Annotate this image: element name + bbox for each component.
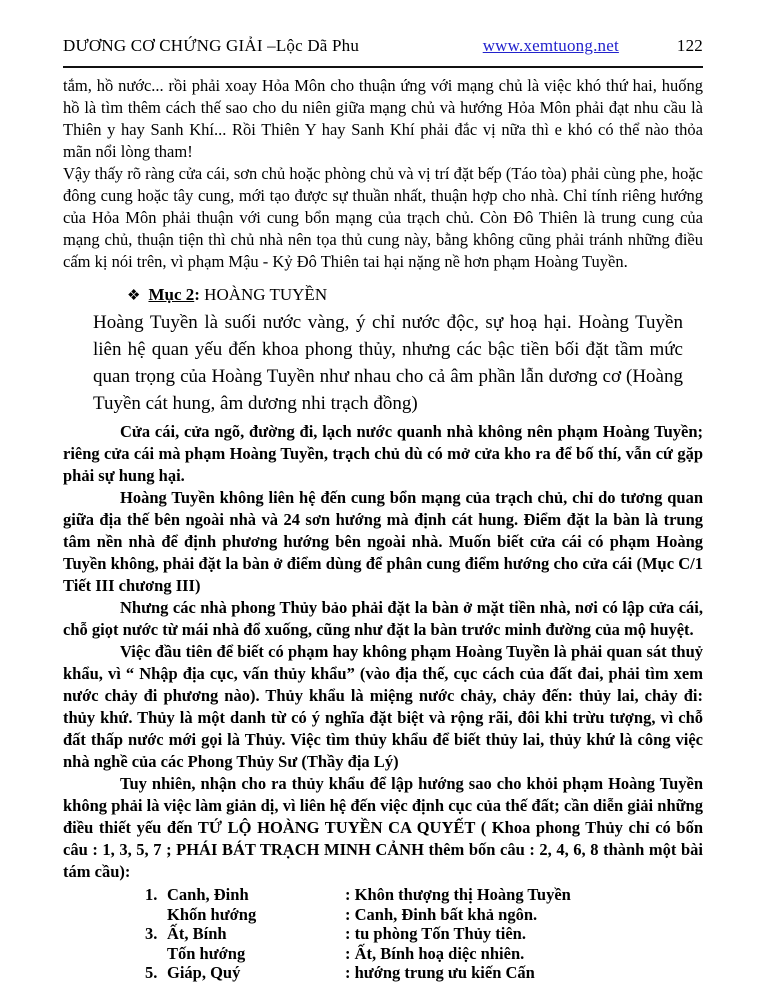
section-heading [127,285,703,305]
bold-paragraph-1: Cửa cái, cửa ngõ, đường đi, lạch nước quanh nhà không nên phạm Hoàng Tuyền; riêng cửa cái mà phạm Hoàng Tuyền, trạch chủ dù có mở cửa kho ra để bố thí, vẫn cứ gặp phải sự hung hại. [63,422,703,485]
bold-paragraph-5: Tuy nhiên, nhận cho ra thủy khẩu để lập hướng sao cho khỏi phạm Hoàng Tuyền không phải là việc làm giản dị, vì liên hệ đến việc định cục của thế đất; cần diễn giải những điều thiết yếu đến TỨ LỘ HOÀNG TUYỀN CA QUYẾT ( Khoa phong Thủy chỉ có bốn câu : 1, 3, 5, 7 ; PHÁI BÁT TRẠCH MINH CẢNH thêm bốn câu : 2, 4, 6, 8 thành một bài tám cầu): [63,774,703,881]
bold-paragraph-2: Hoàng Tuyền không liên hệ đến cung bổn mạng của trạch chủ, chỉ do tương quan giữa địa thế bên ngoài nhà và 24 sơn hướng mà định cát hung. Điểm đặt la bàn là trung tâm nền nhà để định phương hướng bên ngoài nhà. Muốn biết cửa cái có phạm Hoàng Tuyền không, phải đặt la bàn ở điểm dùng để phân cung điểm hướng cho cửa cái (Mục C/1 Tiết III chương III) [63,488,703,595]
list-item-number: 3. [145,924,158,943]
list-item-number [145,905,167,925]
bold-paragraph-3: Nhưng các nhà phong Thủy bảo phải đặt la bàn ở mặt tiền nhà, nơi có lập cửa cái, chỗ giọt nước từ mái nhà đổ xuống, cũng như đặt la bàn trước minh đường của mộ huyệt. [63,598,703,639]
list-item-term: Tốn hướng [167,943,246,963]
bold-paragraph-4: Việc đầu tiên để biết có phạm hay không phạm Hoàng Tuyền là phải quan sát thuỷ khẩu, vì “ Nhập địa cục, vấn thủy khẩu” (vào địa thế, cục cách của đất đai, phải tìm xem nước chảy đi phương nào). Thủy khẩu là miệng nước chảy, chảy đến: thủy lai, chảy đi: thủy khứ. Thủy là một danh từ có ý nghĩa đặt biệt và rộng rãi, đôi khi trừu tượng, vì chỗ đất thấp nước mới gọi là Thủy. Việc tìm thủy khẩu để biết thủy lai, thủy khứ là công việc nhà nghề của các Phong Thủy Sư (Thầy địa Lý) [63,642,703,771]
document-title: DƯƠNG CƠ CHỨNG GIẢI –Lộc Dã Phu [63,36,360,55]
section-title: HOÀNG TUYỀN [199,285,328,304]
list-item-term: Canh, Đinh [167,885,249,904]
list-item-definition: : Khôn thượng thị Hoàng Tuyền [345,885,571,904]
list-item [145,924,703,944]
list-item [145,944,703,964]
page-number: 122 [676,36,703,55]
paragraph-continuation: tắm, hồ nước... rồi phải xoay Hỏa Môn cho thuận ứng với mạng chủ là việc khó thứ hai, huống hồ là tìm thêm cách thế sao cho du niên giữa mạng chủ và hướng Hỏa Môn phải đạt nhu cầu là Thiên y hay Sanh Khí... Rồi Thiên Y hay Sanh Khí phải đắc vị nữa thì e khó có thể nào thỏa mãn nổi lòng tham! [63,76,703,161]
paragraph-hoa-mon: Vậy thấy rõ ràng cửa cái, sơn chủ hoặc phòng chủ và vị trí đặt bếp (Táo tòa) phải cùng phe, hoặc đông cung hoặc tây cung, mới tạo được sự thuần nhất, thuận hợp cho nhà. Chỉ tính riêng hướng của Hỏa Môn phải thuận với cung bổn mạng của trạch chủ. Còn Đô Thiên là trung cung của mạng chủ, thuận tiện thì chủ nhà nên tọa thủ cung này, bằng không cũng phải tránh những điều cấm kị nói trên, vì phạm Mậu - Kỷ Đô Thiên tai hại nặng nề hơn phạm Hoàng Tuyền. [63,164,703,271]
quatrain-list [145,885,703,983]
intro-paragraph: Hoàng Tuyền là suối nước vàng, ý chỉ nước độc, sự hoạ hại. Hoàng Tuyền liên hệ quan yếu đến khoa phong thủy, nhưng các bậc tiền bối đặt tầm mức quan trọng của Hoàng Tuyền như nhau cho cả âm phần lẫn dương cơ (Hoàng Tuyền cát hung, âm dương nhi trạch đồng) [93,312,683,414]
list-item-definition: : Ất, Bính hoạ diệc nhiên. [345,943,525,963]
list-item-term: Giáp, Quý [167,963,241,982]
diamond-bullet-icon: ❖ [127,288,141,304]
list-item-definition: : Canh, Đinh bất khả ngôn. [345,904,538,924]
header-divider [63,66,703,68]
list-item [145,885,703,905]
list-item-term: Ất, Bính [167,924,227,943]
website-link[interactable]: www.xemtuong.net [482,36,619,55]
list-item-definition: : tu phòng Tốn Thủy tiên. [345,924,526,943]
list-item-term: Khốn hướng [167,904,257,924]
section-colon: : [194,285,200,304]
list-item-number: 5. [145,963,158,982]
list-item-number [145,944,167,964]
page-header [63,36,703,56]
list-item-definition: : hướng trung ưu kiến Cấn [345,963,535,982]
section-label: Mục 2 [148,285,195,304]
list-item [145,963,703,983]
list-item [145,905,703,925]
list-item-number: 1. [145,885,158,904]
